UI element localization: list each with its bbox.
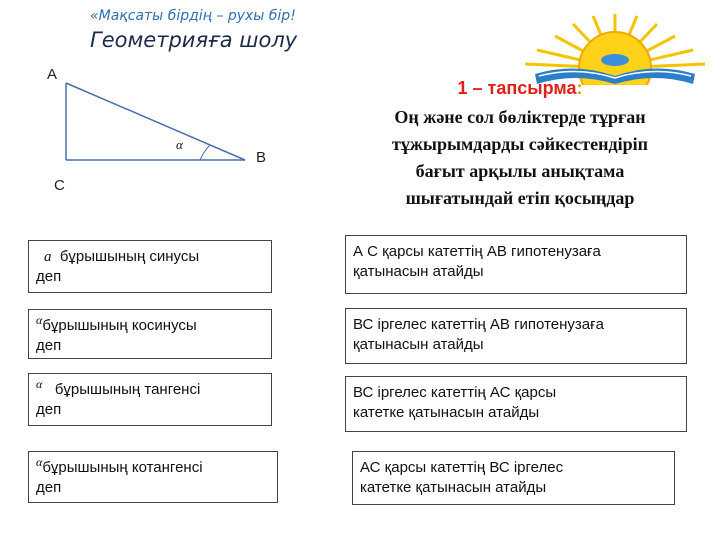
vertex-label-b: B: [256, 149, 267, 166]
page-title: Геометрияға шолу: [90, 28, 298, 52]
vertex-label-c: C: [54, 177, 65, 194]
alpha-symbol: α: [36, 455, 43, 469]
hypotenuse-ab: [66, 83, 245, 160]
alpha-symbol: а: [44, 249, 52, 265]
motto-text: «Мақсаты бірдің – рухы бір!: [90, 8, 296, 24]
alpha-symbol: α: [36, 377, 43, 391]
right-box-4[interactable]: АС қарсы катеттің ВС іргелес катетке қатынасын атайды: [352, 451, 675, 505]
angle-alpha-label: α: [176, 137, 183, 152]
left-box-tangent[interactable]: $^\alpha$ бұрышының тангенсі деп: [28, 373, 272, 426]
angle-arc: [200, 145, 210, 160]
right-box-3[interactable]: ВС іргелес катеттің АС қарсы катетке қатынасын атайды: [345, 376, 687, 432]
task-instructions: Оң және сол бөліктерде тұрған тұжырымдарды сәйкестендіріп бағыт арқылы анықтама шығатындай етіп қосыңдар: [392, 107, 648, 208]
left-box-cotangent[interactable]: $^\alpha$бұрышының котангенсі деп: [28, 451, 278, 503]
right-box-1[interactable]: А С қарсы катеттің АВ гипотенузаға қатынасын атайды: [345, 235, 687, 294]
alpha-symbol: α: [36, 313, 43, 327]
vertex-label-a: A: [47, 66, 58, 83]
right-triangle-figure: [40, 65, 280, 195]
left-box-sine[interactable]: а бұрышының синусы деп: [28, 240, 272, 293]
task-heading: 1 – тапсырма:: [457, 78, 583, 98]
logo-sun-book-icon: [515, 10, 715, 85]
right-box-2[interactable]: ВС іргелес катеттің АВ гипотенузаға қатынасын атайды: [345, 308, 687, 364]
left-box-cosine[interactable]: $^\alpha$бұрышының косинусы деп: [28, 309, 272, 359]
